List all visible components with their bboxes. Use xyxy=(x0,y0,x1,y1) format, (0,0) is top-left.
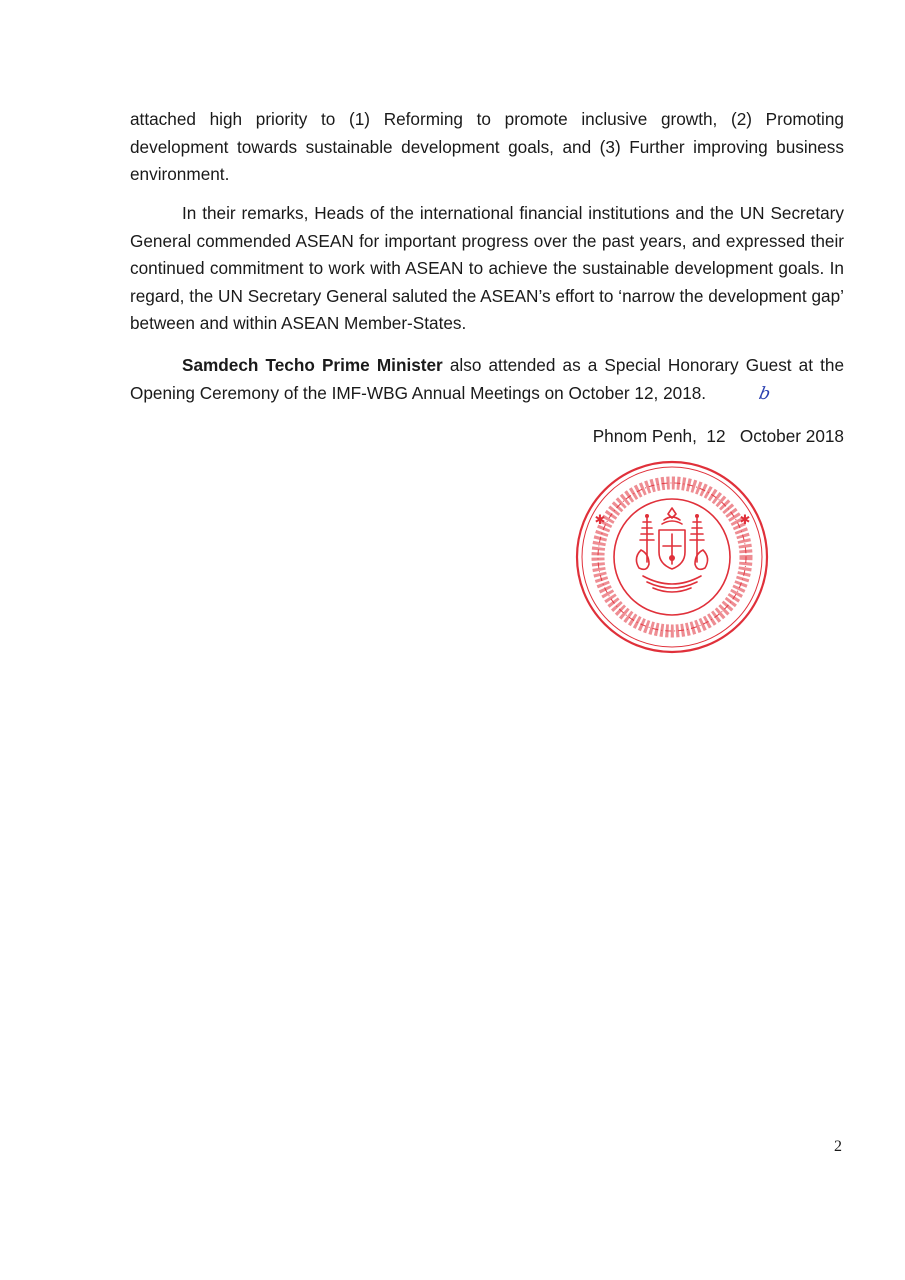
paragraph-honorary-guest xyxy=(130,352,844,408)
place-and-date: Phnom Penh, 12 October 2018 xyxy=(592,426,844,446)
paragraph-remarks: In their remarks, Heads of the international financial institutions and the UN Secretary General commended ASEAN for important progress over the past years, and expressed their continued commitment to work with ASEAN to achieve the sustainable development goals. In regard, the UN Secretary General saluted the ASEAN’s effort to ‘narrow the development gap’ between and within ASEAN Member-States. xyxy=(130,203,844,333)
handwritten-initial: b xyxy=(757,383,773,404)
paragraph-reforms: attached high priority to (1) Reforming to promote inclusive growth, (2) Promoting development towards sustainable development goals, and (3) Further improving business environment. xyxy=(130,109,844,184)
svg-text:✱: ✱ xyxy=(739,513,751,528)
prime-minister-name: Samdech Techo Prime Minister xyxy=(182,355,443,375)
page-number: 2 xyxy=(834,1138,842,1155)
svg-text:✱: ✱ xyxy=(594,513,606,528)
official-seal-icon xyxy=(573,458,771,656)
paragraph-honorary-guest-text: also attended as a Special Honorary Guest at the Opening Ceremony of the IMF-WBG Annual Meetings on October 12, 2018. xyxy=(130,355,845,403)
